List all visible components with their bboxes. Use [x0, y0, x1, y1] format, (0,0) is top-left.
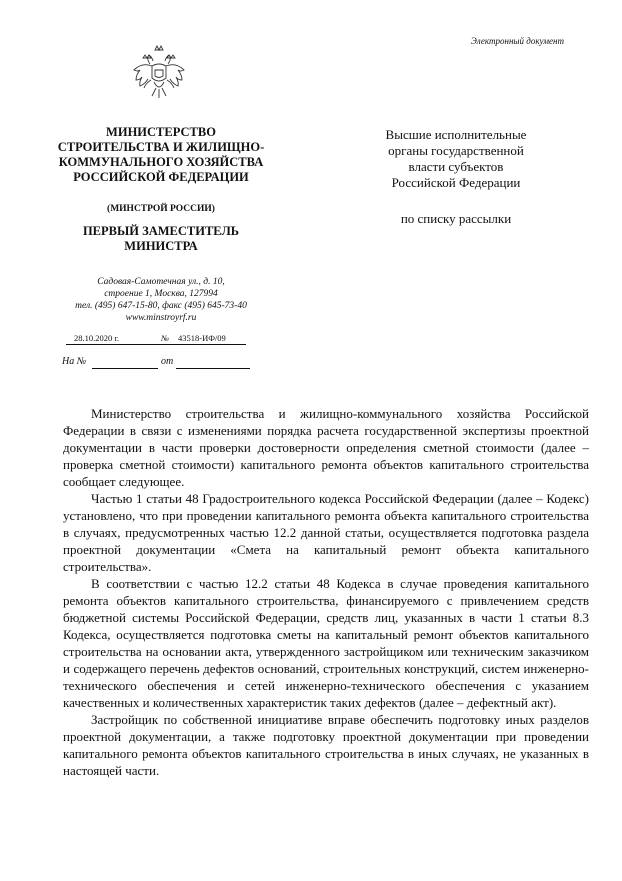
reference-date-blank	[176, 368, 250, 369]
sender-position: ПЕРВЫЙ ЗАМЕСТИТЕЛЬ МИНИСТРА	[82, 224, 240, 253]
recipient-note: по списку рассылки	[400, 211, 512, 226]
reference-number-label: На №	[62, 356, 87, 367]
letter-body	[63, 405, 589, 779]
registration-number: 43518-ИФ/09	[178, 333, 226, 343]
registration-date: 28.10.2020 г.	[74, 333, 120, 343]
body-paragraph: Министерство строительства и жилищно-коммунального хозяйства Российской Федерации в связи с изменениями порядка расчета государственной экспертизы проектной документации в части проверки достоверности определения сметной стоимости (далее – проверка сметной стоимости) капитального ремонта объектов капитального строительства сообщает следующее.	[63, 406, 589, 489]
registration-number-label: №	[161, 333, 170, 343]
reference-number-blank	[92, 368, 158, 369]
registration-line	[66, 333, 246, 345]
sender-address: Садовая-Самотечная ул., д. 10, строение 1, Москва, 127994 тел. (495) 647-15-80, факс (495) 645-73-40 www.minstroyrf.ru	[75, 277, 247, 323]
electronic-document-mark: Электронный документ	[470, 36, 564, 46]
body-paragraph: Частью 1 статьи 48 Градостроительного кодекса Российской Федерации (далее – Кодекс) установлено, что при проведении капитального ремонта объекта капитального строительства в случаях, предусмотренных частью 12.2 данной статьи, осуществляется подготовка раздела проектной документации «Смета на капитальный ремонт объекта капитального строительства».	[63, 491, 589, 574]
recipient-block: Высшие исполнительные органы государственной власти субъектов Российской Федерации	[385, 127, 527, 190]
body-paragraph: В соответствии с частью 12.2 статьи 48 Кодекса в случае проведения капитального ремонта объектов капитального строительства, финансируемого с привлечением средств бюджетной системы Российской Федерации, средств лиц, указанных в части 1 статьи 8.3 Кодекса, осуществляется подготовка сметы на капитальный ремонт объектов капитального строительства на основании акта, утвержденного застройщиком или техническим заказчиком и содержащего перечень дефектов оснований, строительных конструкций, систем инженерно-технического обеспечения и сетей инженерно-технического обеспечения с указанием качественных и количественных характеристик таких дефектов (далее – дефектный акт).	[63, 576, 589, 710]
ministry-name: МИНИСТЕРСТВО СТРОИТЕЛЬСТВА И ЖИЛИЩНО- КОММУНАЛЬНОГО ХОЗЯЙСТВА РОССИЙСКОЙ ФЕДЕРАЦИИ	[57, 125, 265, 184]
coat-of-arms-icon	[130, 44, 188, 106]
ministry-short-name: (МИНСТРОЙ РОССИИ)	[107, 204, 215, 214]
reference-date-label: от	[161, 356, 174, 367]
body-paragraph: Застройщик по собственной инициативе вправе обеспечить подготовку иных разделов проектной документации, а также подготовку проектной документации при проведении капитального ремонта объектов капитального строительства в иных случаях, не указанных в настоящей части.	[63, 712, 589, 778]
reference-line	[62, 356, 252, 369]
